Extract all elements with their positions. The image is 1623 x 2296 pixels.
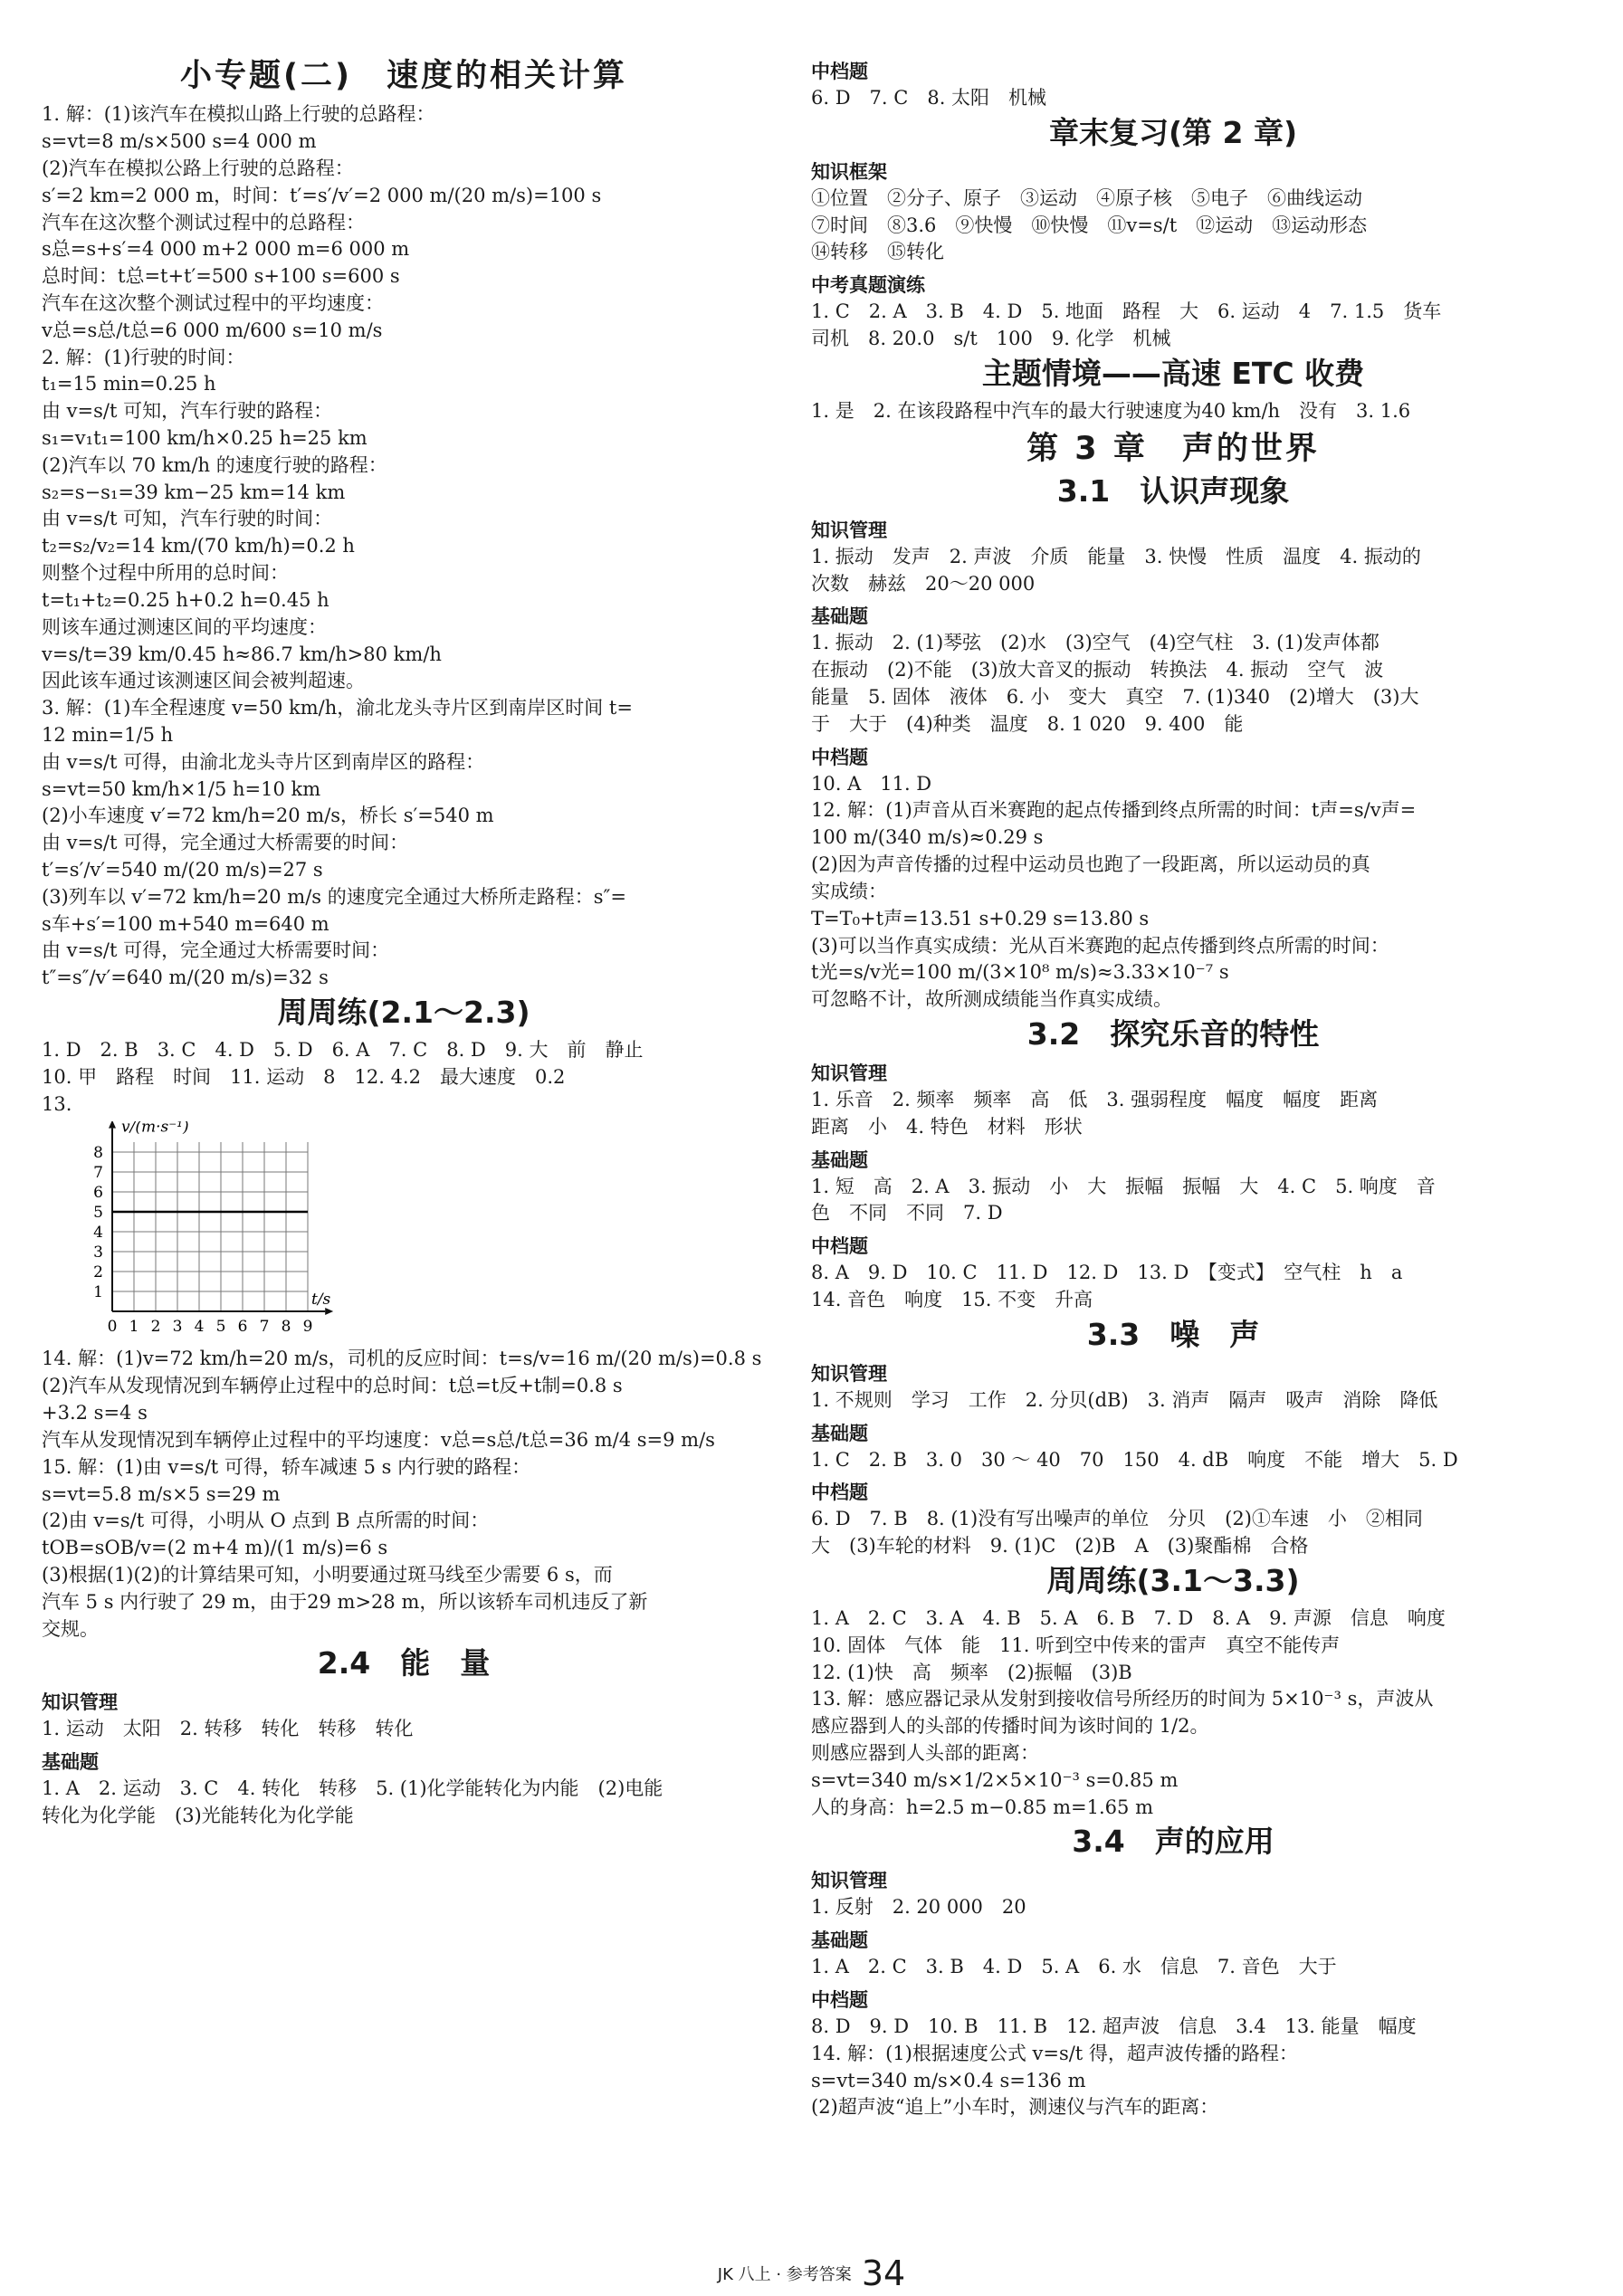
section-label: 基础题 xyxy=(811,1148,868,1171)
answer-line: 于 大于 (4)种类 温度 8. 1 020 9. 400 能 xyxy=(811,712,1244,735)
answer-line: 8. D 9. D 10. B 11. B 12. 超声波 信息 3.4 13. 能量 幅度 xyxy=(811,2015,1417,2037)
answer-line: 1. 乐音 2. 频率 频率 高 低 3. 强弱程度 幅度 幅度 距离 xyxy=(811,1088,1379,1110)
y-tick-label: 2 xyxy=(93,1263,103,1282)
y-tick-label: 7 xyxy=(93,1164,103,1183)
answer-line: 12 min=1/5 h xyxy=(42,723,174,746)
answer-line: 1. 振动 发声 2. 声波 介质 能量 3. 快慢 性质 温度 4. 振动的 xyxy=(811,545,1421,567)
answer-line: s′=2 km=2 000 m，时间：t′=s′/v′=2 000 m/(20 m/s)=100 s xyxy=(42,184,602,206)
answer-line: t₂=s₂/v₂=14 km/(70 km/h)=0.2 h xyxy=(42,535,355,557)
section-label: 中档题 xyxy=(811,746,868,768)
answer-line: 12. 解：(1)声音从百米赛跑的起点传播到终点所需的时间：t声=s/v声= xyxy=(811,799,1417,822)
answer-line: (2)由 v=s/t 可得，小明从 O 点到 B 点所需的时间： xyxy=(42,1510,490,1532)
answer-line: 1. A 2. 运动 3. C 4. 转化 转移 5. (1)化学能转化为内能 (2)电能 xyxy=(42,1777,664,1800)
section-label: 知识管理 xyxy=(811,519,887,541)
y-tick-label: 6 xyxy=(93,1184,103,1203)
answer-line: 实成绩： xyxy=(811,880,887,902)
section-label: 中档题 xyxy=(811,61,868,82)
section-label: 知识管理 xyxy=(42,1691,118,1714)
section-label: 基础题 xyxy=(811,605,868,628)
answer-line: 1. A 2. C 3. A 4. B 5. A 6. B 7. D 8. A 9. 声源 信息 响度 xyxy=(811,1606,1446,1629)
answer-line: s=vt=50 km/h×1/5 h=10 km xyxy=(42,777,321,800)
answer-line: 14. 解：(1)根据速度公式 v=s/t 得，超声波传播的路程： xyxy=(811,2042,1298,2064)
answer-line: ⑦时间 ⑧3.6 ⑨快慢 ⑩快慢 ⑪v=s/t ⑫运动 ⑬运动形态 xyxy=(811,214,1368,236)
question-number: 13. xyxy=(42,1092,72,1115)
x-tick-label: 7 xyxy=(259,1318,270,1337)
answer-line: 由 v=s/t 可得，完全通过大桥需要时间： xyxy=(42,939,390,962)
right-column xyxy=(811,52,1535,2121)
answer-line: t₁=15 min=0.25 h xyxy=(42,373,216,395)
answer-line: 汽车 5 s 内行驶了 29 m，由于29 m>28 m，所以该轿车司机违反了新 xyxy=(42,1590,648,1613)
answer-line: 总时间：t总=t+t′=500 s+100 s=600 s xyxy=(42,265,400,288)
answer-line: 由 v=s/t 可知，汽车行驶的时间： xyxy=(42,508,333,530)
answer-line: s=vt=8 m/s×500 s=4 000 m xyxy=(42,130,317,153)
x-axis-arrow xyxy=(325,1308,333,1315)
answer-line: 能量 5. 固体 液体 6. 小 变大 真空 7. (1)340 (2)增大 (3)大 xyxy=(811,686,1419,708)
answer-line: ①位置 ②分子、原子 ③运动 ④原子核 ⑤电子 ⑥曲线运动 xyxy=(811,186,1362,209)
answer-line: 汽车在这次整个测试过程中的平均速度： xyxy=(42,291,384,314)
answer-line: 1. 振动 2. (1)琴弦 (2)水 (3)空气 (4)空气柱 3. (1)发声体都 xyxy=(811,632,1380,654)
answer-line: s=vt=340 m/s×1/2×5×10⁻³ s=0.85 m xyxy=(811,1768,1179,1791)
y-tick-label: 5 xyxy=(93,1204,103,1223)
answer-line: 由 v=s/t 可知，汽车行驶的路程： xyxy=(42,400,333,423)
section-label: 基础题 xyxy=(811,1422,868,1444)
answer-line: 感应器到人的头部的传播时间为该时间的 1/2。 xyxy=(811,1715,1209,1738)
answer-line: 1. 反射 2. 20 000 20 xyxy=(811,1896,1026,1919)
answer-line: t′=s′/v′=540 m/(20 m/s)=27 s xyxy=(42,859,323,881)
x-tick-label: 6 xyxy=(237,1318,248,1337)
page-footer xyxy=(0,2253,1623,2293)
y-axis-label: v/(m·s⁻¹) xyxy=(121,1121,189,1138)
x-tick-label: 8 xyxy=(281,1318,291,1337)
section-heading: 周周练(3.1～3.3) xyxy=(1046,1562,1300,1598)
x-tick-label: 0 xyxy=(107,1318,118,1337)
answer-line: (2)因为声音传播的过程中运动员也跑了一段距离，所以运动员的真 xyxy=(811,853,1370,876)
answer-line: 10. A 11. D xyxy=(811,772,932,795)
answer-line: 汽车在这次整个测试过程中的总路程： xyxy=(42,211,365,233)
answer-line: 1. 解：(1)该汽车在模拟山路上行驶的总路程： xyxy=(42,103,435,126)
answer-line: s车+s′=100 m+540 m=640 m xyxy=(42,912,329,935)
answer-line: 1. D 2. B 3. C 4. D 5. D 6. A 7. C 8. D 9. 大 前 静止 xyxy=(42,1039,644,1061)
answer-line: 12. (1)快 高 频率 (2)振幅 (3)B xyxy=(811,1661,1132,1683)
answer-line: 距离 小 4. 特色 材料 形状 xyxy=(811,1115,1083,1138)
section-heading: 3.3 噪 声 xyxy=(1086,1316,1260,1352)
x-tick-label: 9 xyxy=(302,1318,313,1337)
page-number: 34 xyxy=(861,2253,906,2293)
answer-line: (3)列车以 v′=72 km/h=20 m/s 的速度完全通过大桥所走路程：s″= xyxy=(42,885,626,908)
answer-line: (2)小车速度 v′=72 km/h=20 m/s，桥长 s′=540 m xyxy=(42,805,494,827)
section-label: 中考真题演练 xyxy=(811,274,925,297)
y-axis-arrow xyxy=(109,1121,116,1129)
answer-line: 10. 固体 气体 能 11. 听到空中传来的雷声 真空不能传声 xyxy=(811,1634,1341,1656)
section-title: 小专题(二) 速度的相关计算 xyxy=(180,58,627,94)
section-label: 基础题 xyxy=(42,1751,99,1774)
answer-line: 14. 解：(1)v=72 km/h=20 m/s，司机的反应时间：t=s/v=16 m/(20 m/s)=0.8 s xyxy=(42,1348,762,1370)
y-tick-label: 4 xyxy=(93,1224,103,1243)
section-heading: 章末复习(第 2 章) xyxy=(1048,114,1298,150)
section-label: 知识管理 xyxy=(811,1062,887,1084)
answer-line: s总=s+s′=4 000 m+2 000 m=6 000 m xyxy=(42,238,410,261)
answer-line: 则该车通过测速区间的平均速度： xyxy=(42,615,327,638)
graph-svg xyxy=(76,1121,339,1339)
section-heading: 3.4 声的应用 xyxy=(1072,1824,1275,1860)
answer-line: t光=s/v光=100 m/(3×10⁸ m/s)≈3.33×10⁻⁷ s xyxy=(811,961,1229,984)
answer-line: 15. 解：(1)由 v=s/t 可得，轿车减速 5 s 内行驶的路程： xyxy=(42,1455,531,1478)
section-label: 知识管理 xyxy=(811,1362,887,1385)
answer-line: ⑭转移 ⑮转化 xyxy=(811,241,944,263)
answer-line: 因此该车通过该测速区间会被判超速。 xyxy=(42,670,365,692)
answer-line: (3)根据(1)(2)的计算结果可知，小明要通过斑马线至少需要 6 s，而 xyxy=(42,1563,613,1586)
answer-line: 1. 不规则 学习 工作 2. 分贝(dB) 3. 消声 隔声 吸声 消除 降低 xyxy=(811,1388,1438,1411)
footer-tag: JK 八上 · 参考答案 xyxy=(717,2265,852,2284)
answer-line: 1. 运动 太阳 2. 转移 转化 转移 转化 xyxy=(42,1718,414,1740)
answer-line: t=t₁+t₂=0.25 h+0.2 h=0.45 h xyxy=(42,588,329,611)
answer-line: s₂=s−s₁=39 km−25 km=14 km xyxy=(42,481,346,503)
section-label: 中档题 xyxy=(811,1988,868,2011)
answer-line: 则感应器到人头部的距离： xyxy=(811,1741,1039,1764)
velocity-time-graph xyxy=(76,1121,766,1342)
answer-line: 1. C 2. B 3. 0 30 ～ 40 70 150 4. dB 响度 不能 增大 5. D xyxy=(811,1448,1458,1471)
answer-line: (2)超声波“追上”小车时，测速仪与汽车的距离： xyxy=(811,2096,1219,2119)
answer-line: 1. A 2. C 3. B 4. D 5. A 6. 水 信息 7. 音色 大于 xyxy=(811,1956,1337,1978)
answer-line: tOB=sOB/v=(2 m+4 m)/(1 m/s)=6 s xyxy=(42,1537,388,1559)
section-label: 基础题 xyxy=(811,1929,868,1952)
answer-line: 交规。 xyxy=(42,1617,99,1640)
answer-line: 1. 短 高 2. A 3. 振动 小 大 振幅 振幅 大 4. C 5. 响度 音 xyxy=(811,1175,1436,1197)
section-label: 中档题 xyxy=(811,1235,868,1258)
answer-line: 由 v=s/t 可得，完全通过大桥需要的时间： xyxy=(42,832,409,854)
answer-line: s₁=v₁t₁=100 km/h×0.25 h=25 km xyxy=(42,427,368,449)
answer-line: 由 v=s/t 可得，由渝北龙头寺片区到南岸区的路程： xyxy=(42,750,485,773)
answer-line: +3.2 s=4 s xyxy=(42,1402,148,1424)
answer-line: s=vt=5.8 m/s×5 s=29 m xyxy=(42,1482,281,1505)
answer-line: 100 m/(340 m/s)≈0.29 s xyxy=(811,826,1044,849)
answer-line: (2)汽车在模拟公路上行驶的总路程： xyxy=(42,157,354,179)
answer-line: 汽车从发现情况到车辆停止过程中的平均速度：v总=s总/t总=36 m/4 s=9 m/s xyxy=(42,1428,715,1451)
section-heading: 周周练(2.1～2.3) xyxy=(277,995,530,1031)
answer-line: T=T₀+t声=13.51 s+0.29 s=13.80 s xyxy=(811,907,1150,929)
x-tick-label: 4 xyxy=(194,1318,205,1337)
x-tick-label: 5 xyxy=(215,1318,226,1337)
answer-line: (3)可以当作真实成绩：光从百米赛跑的起点传播到终点所需的时间： xyxy=(811,934,1389,957)
answer-line: 1. C 2. A 3. B 4. D 5. 地面 路程 大 6. 运动 4 7. 1.5 货车 xyxy=(811,300,1442,323)
answer-line: 13. 解：感应器记录从发射到接收信号所经历的时间为 5×10⁻³ s，声波从 xyxy=(811,1688,1434,1710)
answer-line: 色 不同 不同 7. D xyxy=(811,1202,1003,1224)
answer-line: 则整个过程中所用的总时间： xyxy=(42,562,289,585)
answer-line: 在振动 (2)不能 (3)放大音叉的振动 转换法 4. 振动 空气 波 xyxy=(811,659,1384,681)
answer-line: 1. 是 2. 在该段路程中汽车的最大行驶速度为40 km/h 没有 3. 1.6 xyxy=(811,399,1411,422)
answer-line: t″=s″/v′=640 m/(20 m/s)=32 s xyxy=(42,967,329,989)
answer-line: v总=s总/t总=6 000 m/600 s=10 m/s xyxy=(42,319,383,341)
answer-line: 2. 解：(1)行驶的时间： xyxy=(42,346,245,368)
section-label: 知识管理 xyxy=(811,1870,887,1892)
section-label: 知识框架 xyxy=(811,160,887,183)
answer-line: 6. D 7. C 8. 太阳 机械 xyxy=(811,87,1047,109)
y-tick-label: 8 xyxy=(93,1144,103,1163)
section-heading: 3.1 认识声现象 xyxy=(1056,472,1290,509)
section-title: 第 3 章 声的世界 xyxy=(1026,430,1320,467)
answer-line: 8. A 9. D 10. C 11. D 12. D 13. D 【变式】 空气柱 h a xyxy=(811,1262,1403,1284)
answer-line: 人的身高：h=2.5 m−0.85 m=1.65 m xyxy=(811,1796,1153,1818)
left-column xyxy=(42,52,766,1830)
answer-line: 可忽略不计，故所测成绩能当作真实成绩。 xyxy=(811,988,1172,1011)
answer-line: 3. 解：(1)车全程速度 v=50 km/h，渝北龙头寺片区到南岸区时间 t= xyxy=(42,697,633,719)
section-heading: 3.2 探究乐音的特性 xyxy=(1026,1015,1320,1052)
answer-line: (2)汽车从发现情况到车辆停止过程中的总时间：t总=t反+t制=0.8 s xyxy=(42,1375,623,1397)
answer-line: 大 (3)车轮的材料 9. (1)C (2)B A (3)聚酯棉 合格 xyxy=(811,1535,1309,1558)
section-heading: 主题情境——高速 ETC 收费 xyxy=(981,355,1365,391)
x-tick-label: 2 xyxy=(150,1318,161,1337)
answer-line: 14. 音色 响度 15. 不变 升高 xyxy=(811,1288,1093,1310)
answer-line: s=vt=340 m/s×0.4 s=136 m xyxy=(811,2069,1086,2091)
section-label: 中档题 xyxy=(811,1481,868,1504)
answer-line: 10. 甲 路程 时间 11. 运动 8 12. 4.2 最大速度 0.2 xyxy=(42,1065,566,1088)
x-tick-label: 3 xyxy=(172,1318,183,1337)
answer-line: 次数 赫兹 20～20 000 xyxy=(811,572,1036,595)
x-axis-label: t/s xyxy=(311,1291,331,1310)
x-tick-label: 1 xyxy=(129,1318,139,1337)
y-tick-label: 3 xyxy=(93,1243,103,1262)
y-tick-label: 1 xyxy=(93,1283,103,1302)
answer-line: (2)汽车以 70 km/h 的速度行驶的路程： xyxy=(42,453,387,476)
answer-line: 6. D 7. B 8. (1)没有写出噪声的单位 分贝 (2)①车速 小 ②相同 xyxy=(811,1508,1423,1530)
answer-line: 司机 8. 20.0 s/t 100 9. 化学 机械 xyxy=(811,328,1171,349)
answer-line: v=s/t=39 km/0.45 h≈86.7 km/h>80 km/h xyxy=(42,643,442,665)
answer-line: 转化为化学能 (3)光能转化为化学能 xyxy=(42,1804,354,1826)
section-heading: 2.4 能 量 xyxy=(317,1645,491,1682)
